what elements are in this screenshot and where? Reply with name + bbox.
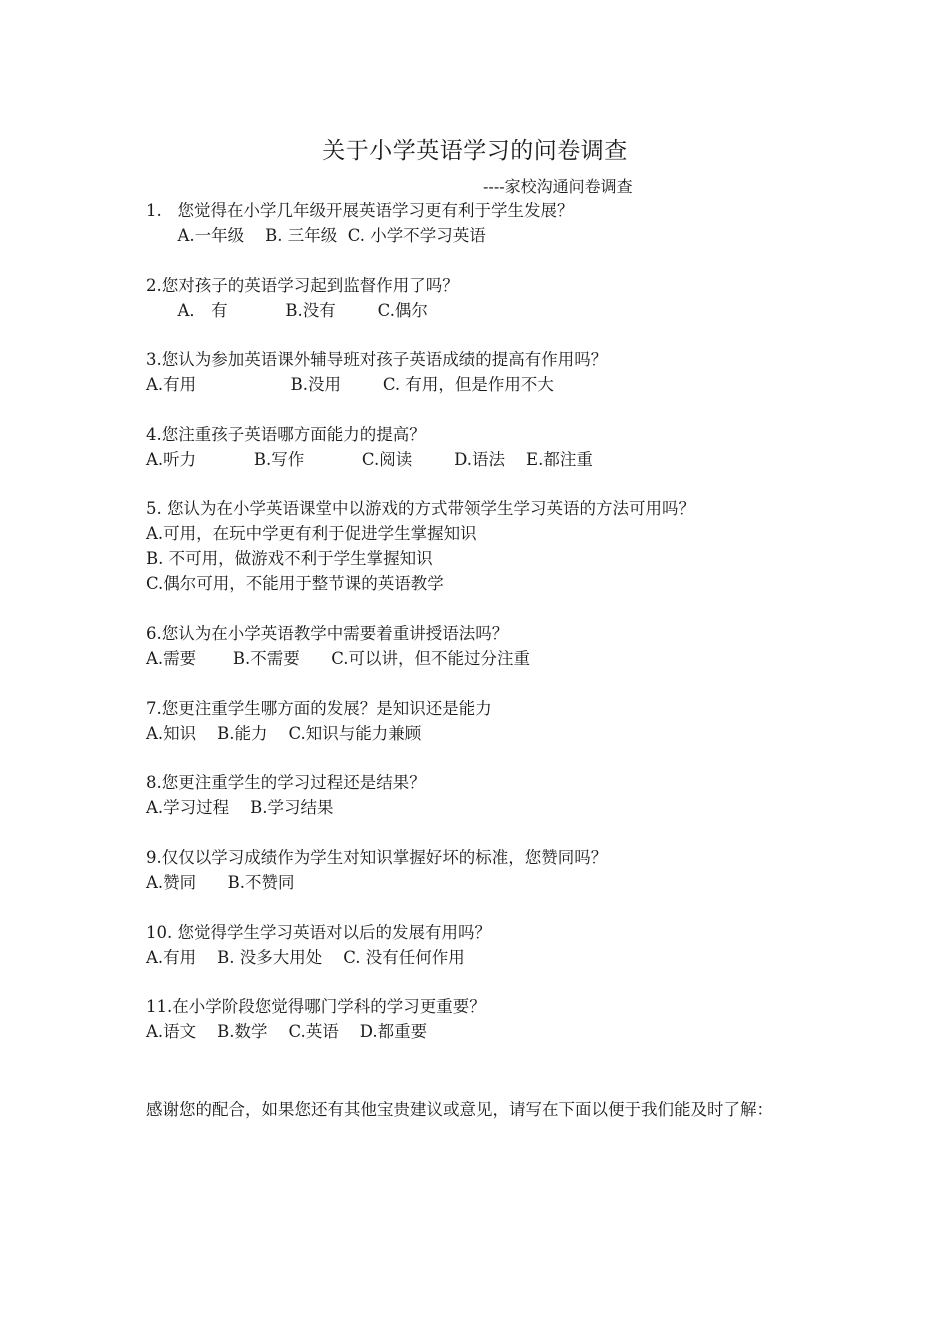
- question-11-text: 11.在小学阶段您觉得哪门学科的学习更重要？: [146, 997, 486, 1016]
- question-7-text: 7.您更注重学生哪方面的发展？是知识还是能力: [146, 699, 492, 718]
- question-3-text: 3.您认为参加英语课外辅导班对孩子英语成绩的提高有作用吗？: [146, 350, 608, 369]
- question-4-options: A.听力 B.写作 C.阅读 D.语法 E.都注重: [146, 450, 593, 469]
- question-5-option-a: A.可用，在玩中学更有利于促进学生掌握知识: [146, 524, 477, 543]
- question-1-options: A.一年级 B. 三年级 C. 小学不学习英语: [146, 226, 486, 245]
- question-3-options: A.有用 B.没用 C. 有用，但是作用不大: [146, 375, 554, 394]
- closing-note: 感谢您的配合，如果您还有其他宝贵建议或意见，请写在下面以便于我们能及时了解：: [146, 1100, 773, 1119]
- question-9-options: A.赞同 B.不赞同: [146, 873, 295, 892]
- question-2-text: 2.您对孩子的英语学习起到监督作用了吗？: [146, 276, 459, 295]
- question-7-options: A.知识 B.能力 C.知识与能力兼顾: [146, 724, 422, 743]
- document-subtitle: ----家校沟通问卷调查: [483, 177, 633, 196]
- question-1-text: 1. 您觉得在小学几年级开展英语学习更有利于学生发展？: [146, 201, 574, 220]
- question-5-option-c: C.偶尔可用，不能用于整节课的英语教学: [146, 574, 444, 593]
- question-5-option-b: B. 不可用，做游戏不利于学生掌握知识: [146, 549, 433, 568]
- question-10-text: 10. 您觉得学生学习英语对以后的发展有用吗？: [146, 923, 491, 942]
- question-11-options: A.语文 B.数学 C.英语 D.都重要: [146, 1022, 428, 1041]
- document-title: 关于小学英语学习的问卷调查: [322, 138, 628, 164]
- question-6-text: 6.您认为在小学英语教学中需要着重讲授语法吗？: [146, 624, 509, 643]
- question-10-options: A.有用 B. 没多大用处 C. 没有任何作用: [146, 948, 465, 967]
- question-6-options: A.需要 B.不需要 C.可以讲，但不能过分注重: [146, 649, 530, 668]
- question-2-options: A． 有 B.没有 C.偶尔: [146, 301, 428, 320]
- question-8-options: A.学习过程 B.学习结果: [146, 798, 334, 817]
- question-4-text: 4.您注重孩子英语哪方面能力的提高？: [146, 425, 426, 444]
- question-5-text: 5. 您认为在小学英语课堂中以游戏的方式带领学生学习英语的方法可用吗？: [146, 499, 695, 518]
- question-8-text: 8.您更注重学生的学习过程还是结果？: [146, 773, 426, 792]
- question-9-text: 9.仅仅以学习成绩作为学生对知识掌握好坏的标准，您赞同吗？: [146, 848, 608, 867]
